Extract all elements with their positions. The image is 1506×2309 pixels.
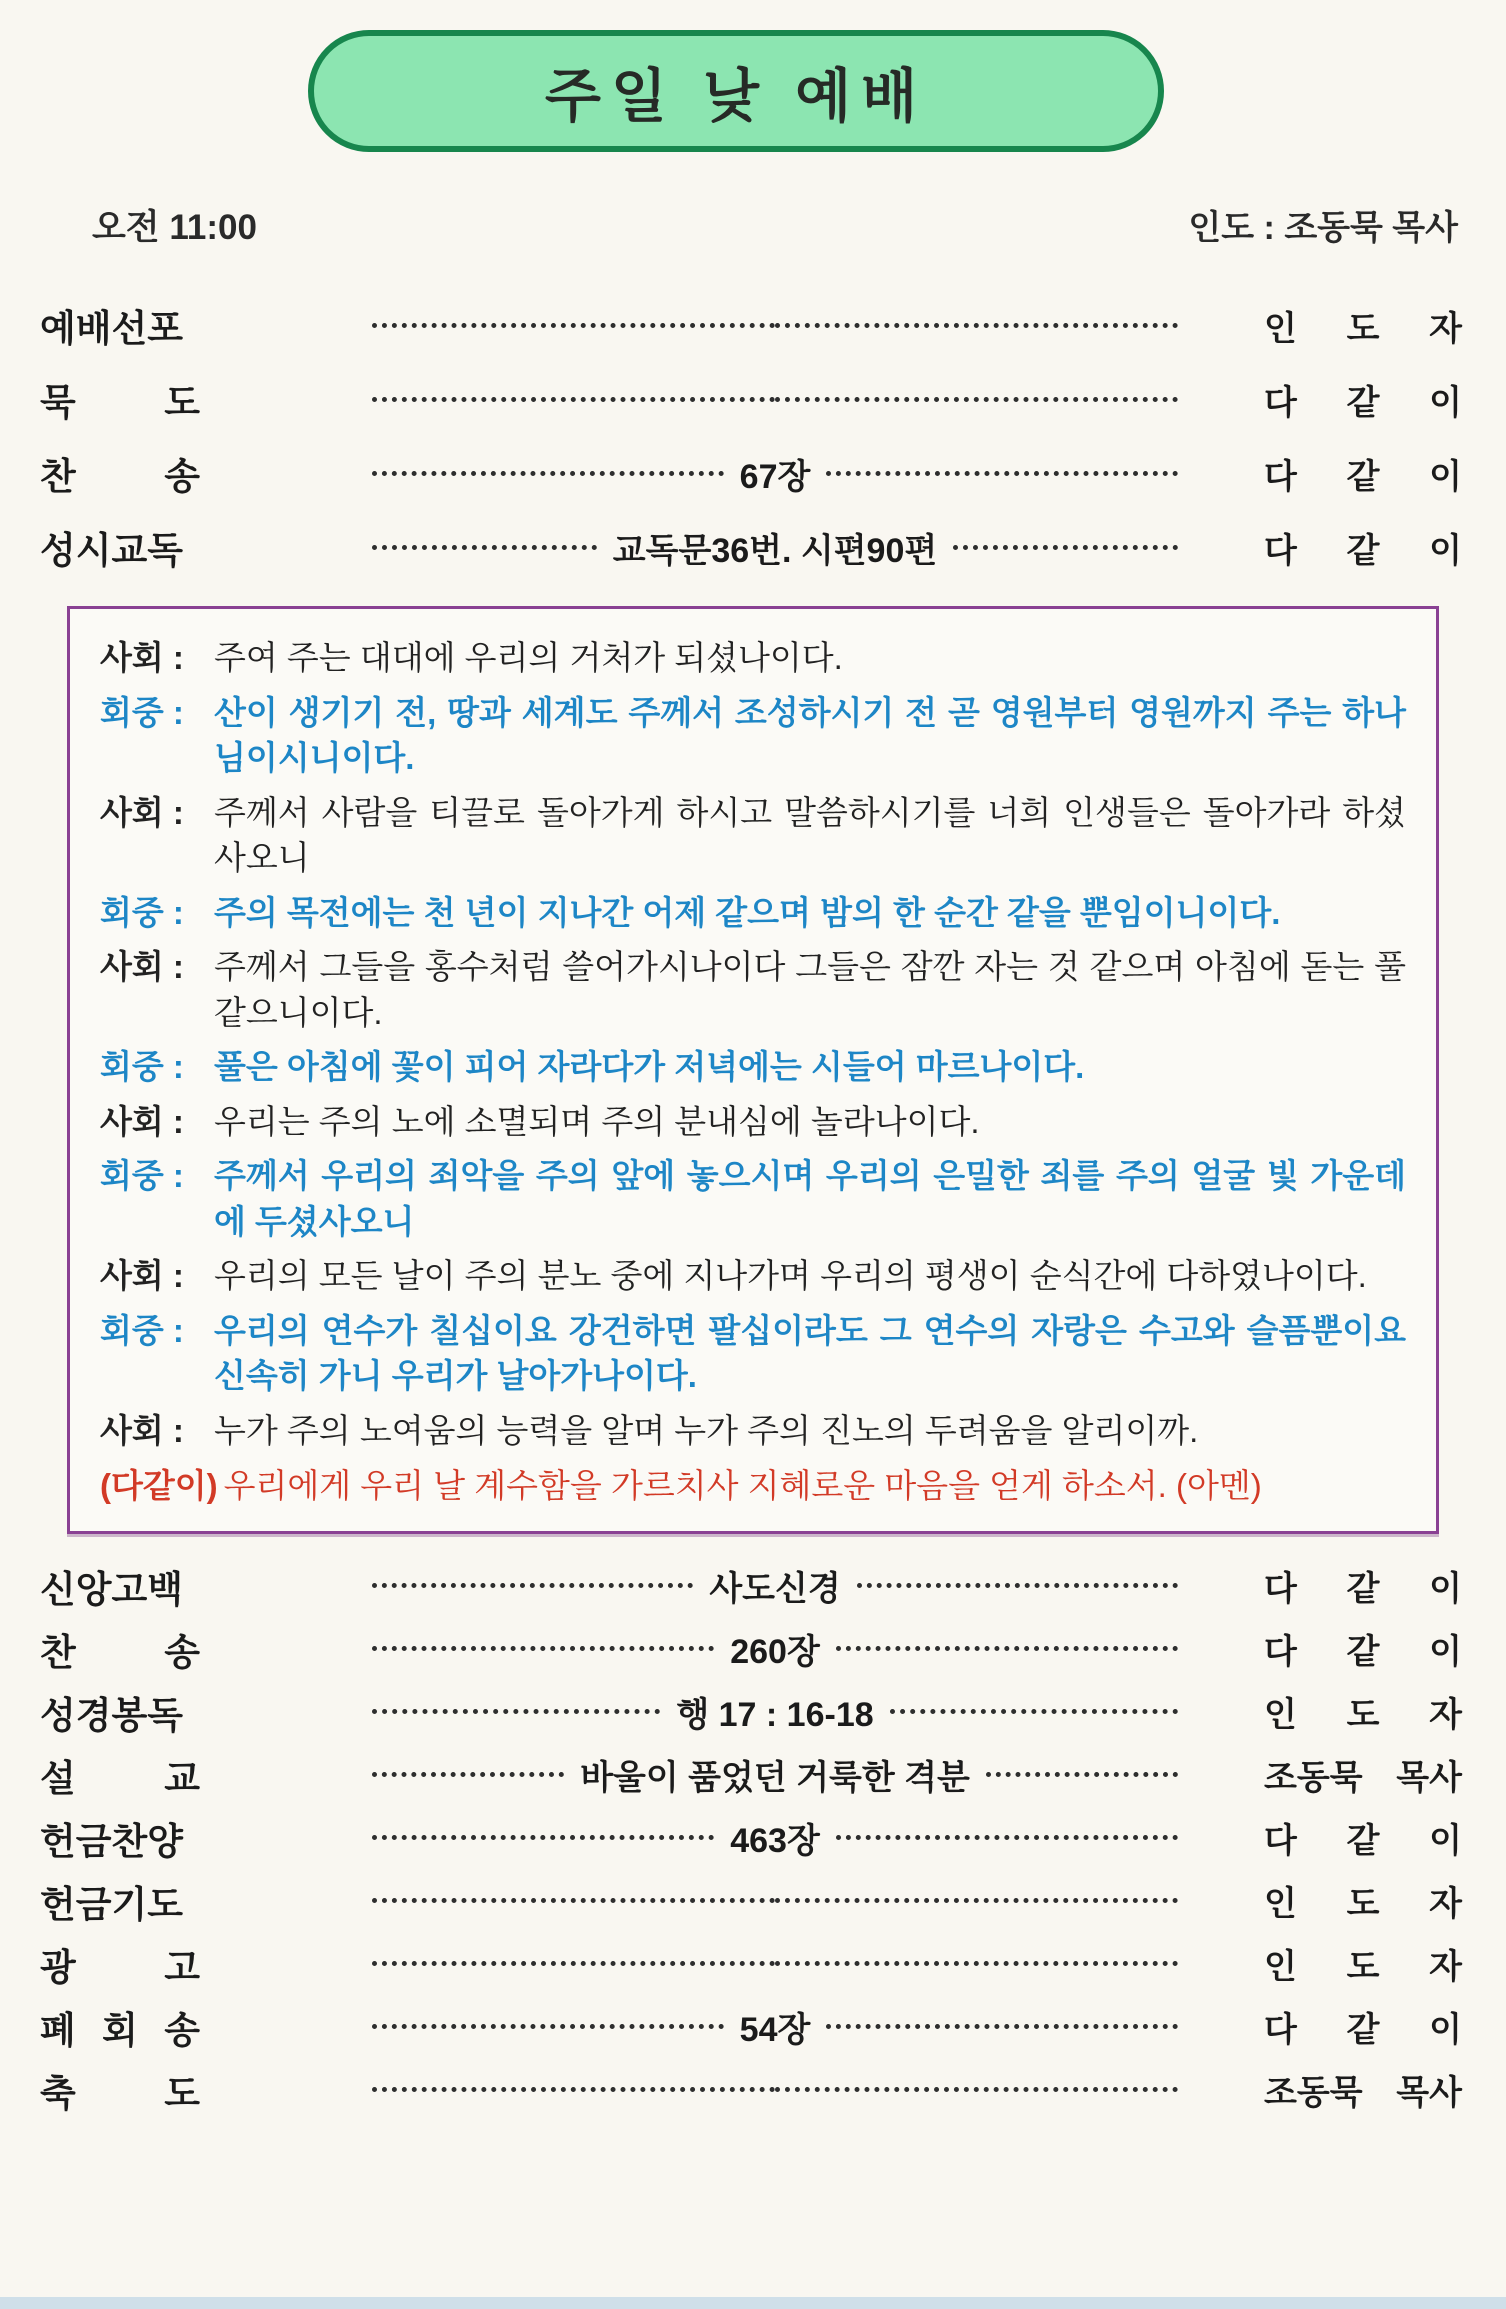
reading-text: 우리의 연수가 칠십이요 강건하면 팔십이라도 그 연수의 자랑은 수고와 슬픔뿐이요 신속히 가니 우리가 날아가나이다. <box>214 1311 1406 1395</box>
speaker-label: 회중 : <box>100 1311 184 1349</box>
dotted-leader <box>372 1961 775 1966</box>
order-of-worship-top <box>0 288 1506 584</box>
reading-text: 주의 목전에는 천 년이 지나간 어제 같으며 밤의 한 순간 같을 뿐임이니이다. <box>214 893 1281 931</box>
speaker-label: 회중 : <box>100 693 184 731</box>
order-label: 찬 송 <box>40 1631 200 1673</box>
order-label: 찬 송 <box>40 456 200 497</box>
order-performer: 인 도 자 <box>1264 1885 1462 1924</box>
reading-text: 주께서 사람을 티끌로 돌아가게 하시고 말씀하시기를 너희 인생들은 돌아가라 하셨사오니 <box>214 793 1406 877</box>
dotted-leader <box>372 1772 564 1777</box>
order-center: 바울이 품었던 거룩한 격분 <box>580 1759 970 1798</box>
order-center: 67장 <box>739 457 811 496</box>
speaker-label: (다같이) <box>100 1466 218 1504</box>
speaker-label: 사회 : <box>100 793 184 831</box>
dotted-leader <box>775 323 1178 328</box>
reading-text: 풀은 아침에 꽃이 피어 자라다가 저녁에는 시들어 마르나이다. <box>214 1048 1085 1086</box>
order-performer: 다 같 이 <box>1264 1570 1462 1609</box>
dotted-leader <box>775 1961 1178 1966</box>
dotted-leader <box>372 2087 775 2092</box>
reading-entry <box>100 1308 1406 1399</box>
scan-edge-strip <box>0 2297 1506 2309</box>
dotted-leader <box>986 1772 1178 1777</box>
dotted-leader <box>775 1898 1178 1903</box>
speaker-label: 사회 : <box>100 1411 184 1449</box>
reading-text: 주께서 우리의 죄악을 주의 앞에 놓으시며 우리의 은밀한 죄를 주의 얼굴 빛 가운데에 두셨사오니 <box>214 1157 1406 1240</box>
dotted-leader <box>372 1646 714 1651</box>
order-row <box>0 2058 1506 2121</box>
order-label: 헌금찬양 <box>40 1820 183 1862</box>
order-label: 신앙고백 <box>40 1568 183 1610</box>
order-center: 463장 <box>730 1822 820 1861</box>
dotted-leader <box>775 2087 1178 2092</box>
reading-entry <box>100 1153 1406 1244</box>
reading-entry <box>100 1044 1406 1090</box>
dotted-leader <box>372 1709 660 1714</box>
order-label: 축 도 <box>40 2072 200 2114</box>
dotted-leader <box>953 545 1178 550</box>
order-row <box>0 1806 1506 1869</box>
reading-text: 주여 주는 대대에 우리의 거처가 되셨나이다. <box>214 639 843 676</box>
service-leader: 인도 : 조동묵 목사 <box>1188 209 1458 247</box>
order-performer: 다 같 이 <box>1264 457 1462 496</box>
dotted-leader <box>857 1583 1178 1588</box>
speaker-label: 사회 : <box>100 1102 184 1140</box>
dotted-leader <box>372 397 775 402</box>
order-row <box>0 1869 1506 1932</box>
dotted-leader <box>372 471 724 476</box>
service-time: 오전 11:00 <box>92 208 257 247</box>
reading-entry <box>100 1253 1406 1299</box>
reading-entry <box>100 690 1406 781</box>
order-performer: 조동묵 목사 <box>1264 2074 1462 2113</box>
order-row <box>0 1743 1506 1806</box>
dotted-leader <box>836 1646 1178 1651</box>
dotted-leader <box>372 1898 775 1903</box>
reading-entry-unison <box>100 1463 1406 1509</box>
dotted-leader <box>372 323 775 328</box>
speaker-label: 회중 : <box>100 1048 184 1086</box>
title-banner <box>308 30 1164 152</box>
order-row <box>0 1680 1506 1743</box>
order-performer: 다 같 이 <box>1264 1822 1462 1861</box>
order-row <box>0 510 1506 584</box>
order-row <box>0 436 1506 510</box>
page-title: 주일 낮 예배 <box>544 64 928 129</box>
reading-text: 우리의 모든 날이 주의 분노 중에 지나가며 우리의 평생이 순식간에 다하였나이다. <box>214 1257 1367 1295</box>
order-row <box>0 1617 1506 1680</box>
reading-entry <box>100 1408 1406 1454</box>
dotted-leader <box>826 2024 1178 2029</box>
order-performer: 다 같 이 <box>1264 383 1462 422</box>
speaker-label: 회중 : <box>100 1157 184 1195</box>
order-performer: 다 같 이 <box>1264 2011 1462 2050</box>
reading-entry <box>100 890 1406 936</box>
reading-text: 누가 주의 노여움의 능력을 알며 누가 주의 진노의 두려움을 알리이까. <box>214 1411 1199 1449</box>
order-label: 설 교 <box>40 1757 200 1799</box>
order-row <box>0 362 1506 436</box>
order-row <box>0 1554 1506 1617</box>
dotted-leader <box>372 1835 714 1840</box>
order-label: 성시교독 <box>40 530 183 571</box>
order-label: 광 고 <box>40 1946 200 1988</box>
dotted-leader <box>372 545 597 550</box>
reading-entry <box>100 944 1406 1035</box>
order-performer: 조동묵 목사 <box>1264 1759 1462 1798</box>
reading-text: 주께서 그들을 홍수처럼 쓸어가시나이다 그들은 잠깐 자는 것 같으며 아침에 돋는 풀 같으니이다. <box>214 948 1406 1031</box>
speaker-label: 사회 : <box>100 639 184 676</box>
order-row <box>0 288 1506 362</box>
order-center: 54장 <box>739 2011 811 2050</box>
reading-text: 산이 생기기 전, 땅과 세계도 주께서 조성하시기 전 곧 영원부터 영원까지 주는 하나님이시니이다. <box>214 693 1406 777</box>
reading-entry <box>100 635 1406 681</box>
speaker-label: 사회 : <box>100 1257 184 1295</box>
order-label: 헌금기도 <box>40 1883 183 1925</box>
order-center: 교독문36번. 시편90편 <box>612 531 938 570</box>
dotted-leader <box>836 1835 1178 1840</box>
order-label: 성경봉독 <box>40 1694 183 1736</box>
speaker-label: 사회 : <box>100 948 184 986</box>
order-center: 사도신경 <box>709 1570 841 1609</box>
order-label: 묵 도 <box>40 382 200 423</box>
order-row <box>0 1995 1506 2058</box>
order-center: 260장 <box>730 1633 820 1672</box>
order-label: 폐 회 송 <box>40 2009 200 2051</box>
order-performer: 다 같 이 <box>1264 531 1462 570</box>
order-performer: 인 도 자 <box>1264 309 1462 348</box>
service-header <box>0 200 1506 250</box>
order-label: 예배선포 <box>40 308 183 349</box>
dotted-leader <box>775 397 1178 402</box>
dotted-leader <box>890 1709 1178 1714</box>
order-performer: 인 도 자 <box>1264 1696 1462 1735</box>
order-performer: 인 도 자 <box>1264 1948 1462 1987</box>
speaker-label: 회중 : <box>100 893 184 931</box>
order-center: 행 17 : 16-18 <box>676 1696 874 1735</box>
order-performer: 다 같 이 <box>1264 1633 1462 1672</box>
dotted-leader <box>826 471 1178 476</box>
order-of-worship-bottom <box>0 1554 1506 2121</box>
order-row <box>0 1932 1506 1995</box>
dotted-leader <box>372 1583 693 1588</box>
reading-text: 우리는 주의 노에 소멸되며 주의 분내심에 놀라나이다. <box>214 1102 980 1140</box>
responsive-reading-box <box>67 606 1439 1534</box>
reading-entry <box>100 790 1406 881</box>
reading-entry <box>100 1099 1406 1145</box>
reading-text: 우리에게 우리 날 계수함을 가르치사 지혜로운 마음을 얻게 하소서. (아멘) <box>223 1466 1262 1504</box>
dotted-leader <box>372 2024 724 2029</box>
